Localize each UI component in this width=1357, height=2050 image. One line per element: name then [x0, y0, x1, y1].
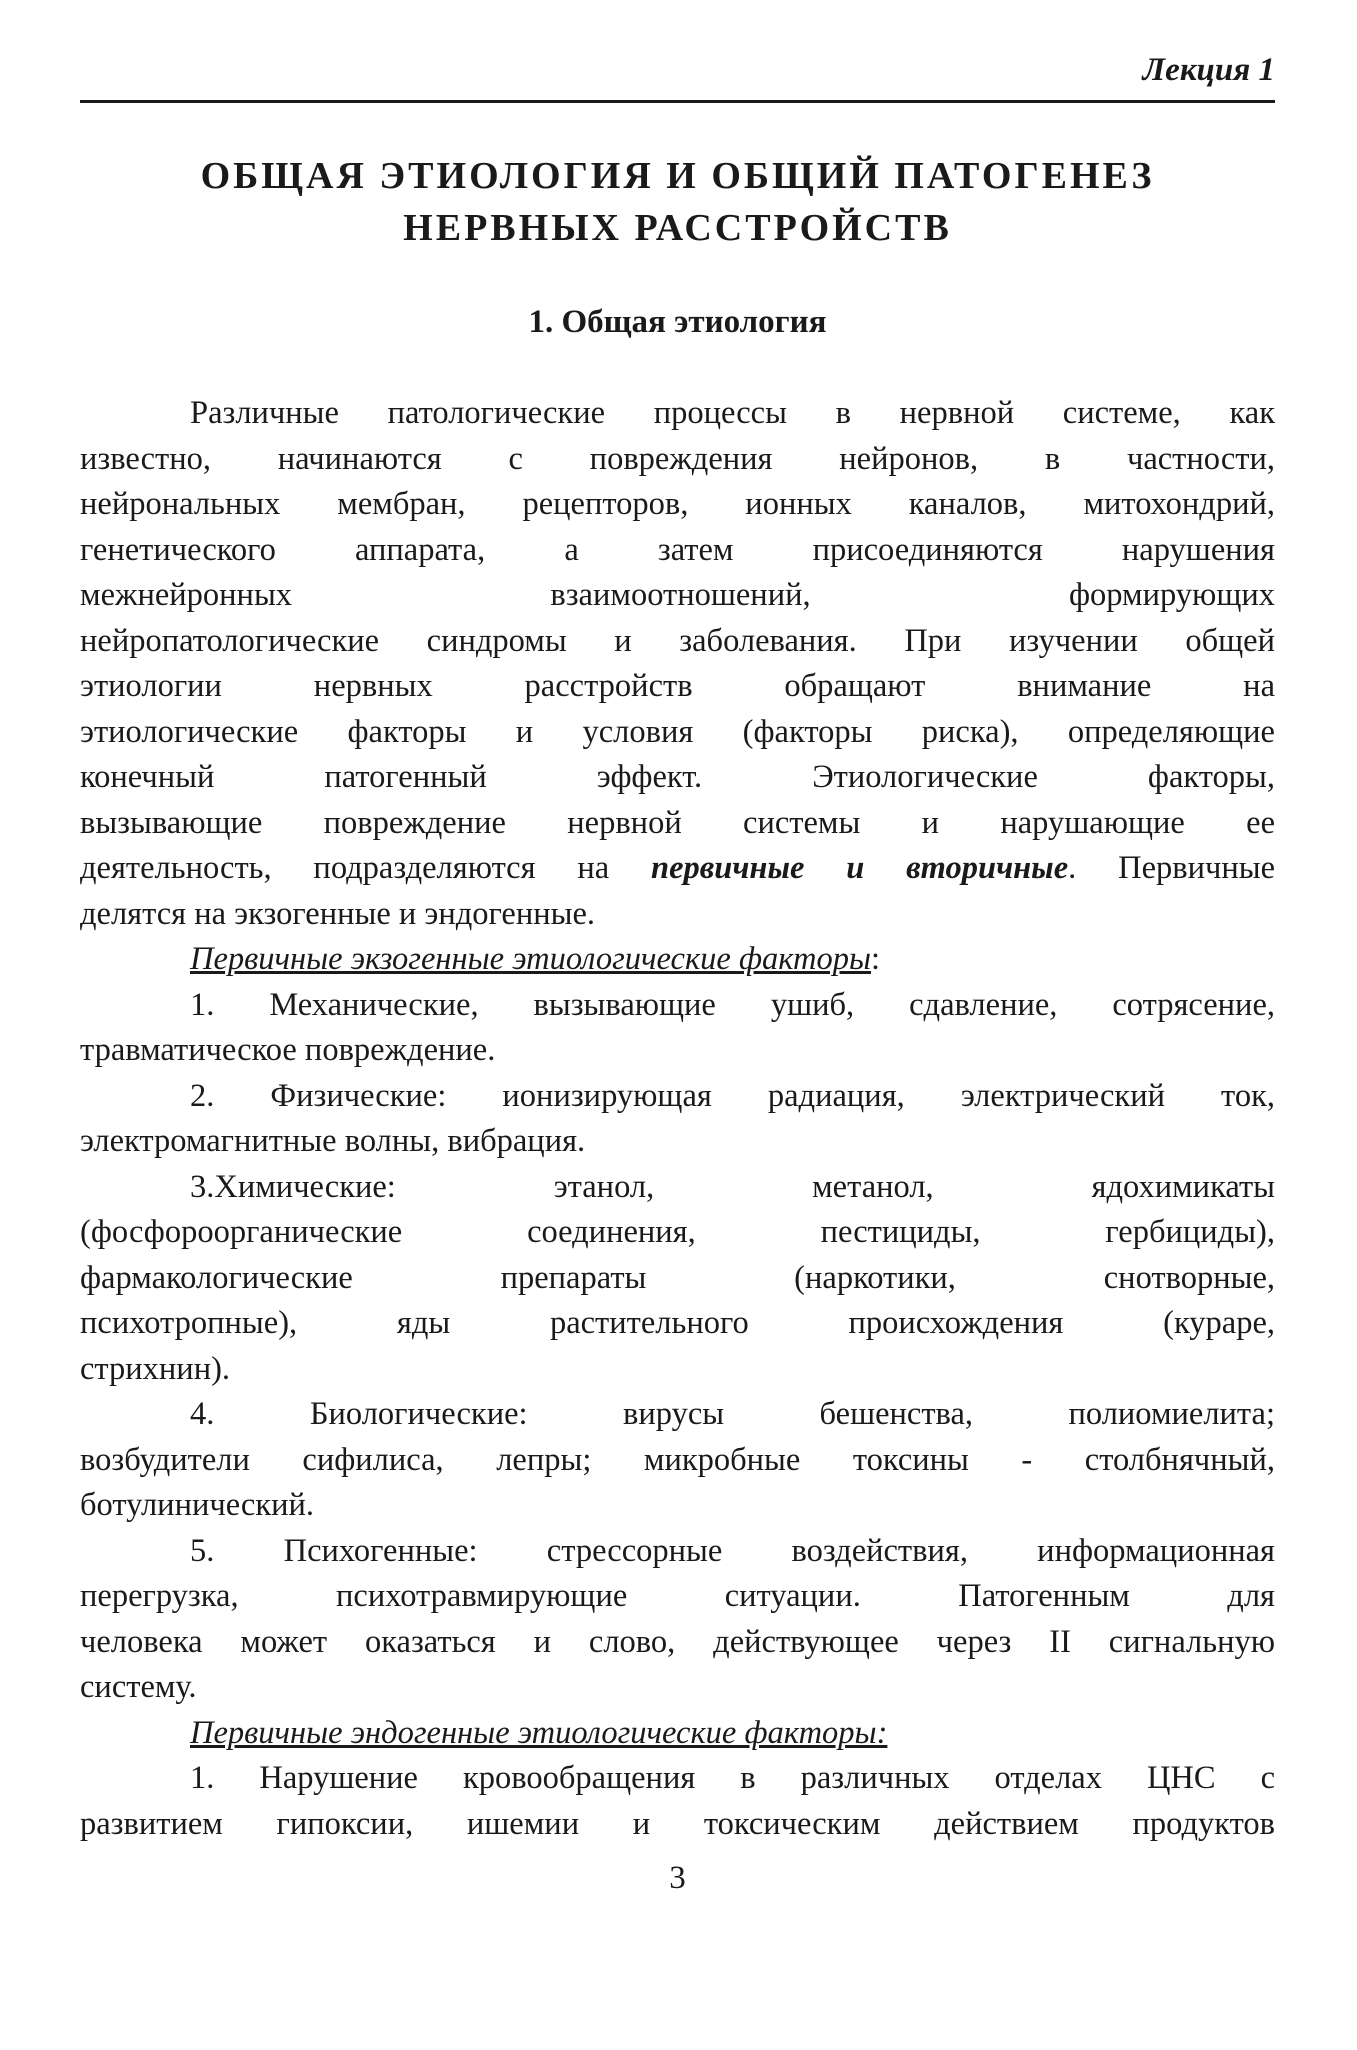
- paragraph-line: генетического аппарата, а затем присоединяются нарушения: [80, 531, 1275, 568]
- list-item-line: 1. Нарушение кровообращения в различных отделах ЦНС с: [190, 1760, 1275, 1796]
- paragraph-line: этиологические факторы и условия (факторы риска), определяющие: [80, 713, 1275, 750]
- list-item-line: 5. Психогенные: стрессорные воздействия, информационная: [190, 1532, 1275, 1569]
- book-page: [80, 0, 1275, 2050]
- list-item-line: возбудители сифилиса, лепры; микробные токсины - столбнячный,: [80, 1441, 1275, 1478]
- paragraph-line: межнейронных взаимоотношений, формирующих: [80, 577, 1275, 613]
- header-rule: [80, 100, 1275, 103]
- paragraph-line: известно, начинаются с повреждения нейронов, в частности,: [80, 440, 1275, 477]
- text-run: . Первичные: [1068, 850, 1275, 886]
- list-item-line: систему.: [80, 1669, 197, 1705]
- chapter-title-line-1: ОБЩАЯ ЭТИОЛОГИЯ И ОБЩИЙ ПАТОГЕНЕЗ: [200, 155, 1155, 197]
- list-item-line: травматическое повреждение.: [80, 1032, 496, 1068]
- body-text: [80, 391, 1275, 1847]
- subheading-colon: :: [871, 941, 881, 977]
- list-item-line: развитием гипоксии, ишемии и токсическим действием продуктов: [80, 1805, 1275, 1842]
- subheading-text: Первичные эндогенные этиологические факторы:: [190, 1714, 888, 1751]
- list-item-line: перегрузка, психотравмирующие ситуации. Патогенным для: [80, 1578, 1275, 1614]
- list-item-line: психотропные), яды растительного происхождения (кураре,: [80, 1305, 1275, 1341]
- list-item-line: 2. Физические: ионизирующая радиация, электрический ток,: [190, 1077, 1275, 1114]
- list-item-line: фармакологические препараты (наркотики, снотворные,: [80, 1259, 1275, 1296]
- list-item-line: 4. Биологические: вирусы бешенства, полиомиелита;: [190, 1396, 1275, 1432]
- list-item-line: 1. Механические, вызывающие ушиб, сдавление, сотрясение,: [190, 986, 1275, 1023]
- page-number: 3: [669, 1860, 686, 1896]
- chapter-title-line-2: НЕРВНЫХ РАССТРОЙСТВ: [403, 207, 952, 249]
- paragraph-line: вызывающие повреждение нервной системы и нарушающие ее: [80, 804, 1275, 841]
- emphasized-term: первичные и вторичные: [651, 850, 1069, 886]
- running-header: Лекция 1: [1142, 52, 1275, 88]
- subheading-text: Первичные экзогенные этиологические факторы: [190, 941, 872, 977]
- paragraph-line: этиологии нервных расстройств обращают внимание на: [80, 668, 1275, 704]
- list-item-line: стрихнин).: [80, 1350, 231, 1387]
- paragraph-line: нейрональных мембран, рецепторов, ионных каналов, митохондрий,: [80, 486, 1275, 522]
- list-item-line: (фосфороорганические соединения, пестициды, гербициды),: [80, 1214, 1275, 1250]
- list-item-line: человека может оказаться и слово, действующее через II сигнальную: [80, 1623, 1275, 1660]
- subheading-exogenous: [80, 937, 1275, 983]
- paragraph-line: нейропатологические синдромы и заболевания. При изучении общей: [80, 622, 1275, 659]
- subheading-endogenous: [80, 1711, 1275, 1757]
- chapter-title: [80, 150, 1275, 254]
- section-title: 1. Общая этиология: [528, 304, 827, 340]
- paragraph-line: конечный патогенный эффект. Этиологические факторы,: [80, 759, 1275, 795]
- paragraph-line: делятся на экзогенные и эндогенные.: [80, 895, 596, 932]
- paragraph-line: Различные патологические процессы в нервной системе, как: [190, 395, 1275, 431]
- list-item-line: электромагнитные волны, вибрация.: [80, 1123, 586, 1159]
- list-item-line: ботулинический.: [80, 1487, 315, 1523]
- text-run: деятельность, подразделяются на: [80, 850, 651, 886]
- list-item-line: 3.Химические: этанол, метанол, ядохимикаты: [190, 1168, 1275, 1205]
- paragraph-line: [80, 846, 1275, 892]
